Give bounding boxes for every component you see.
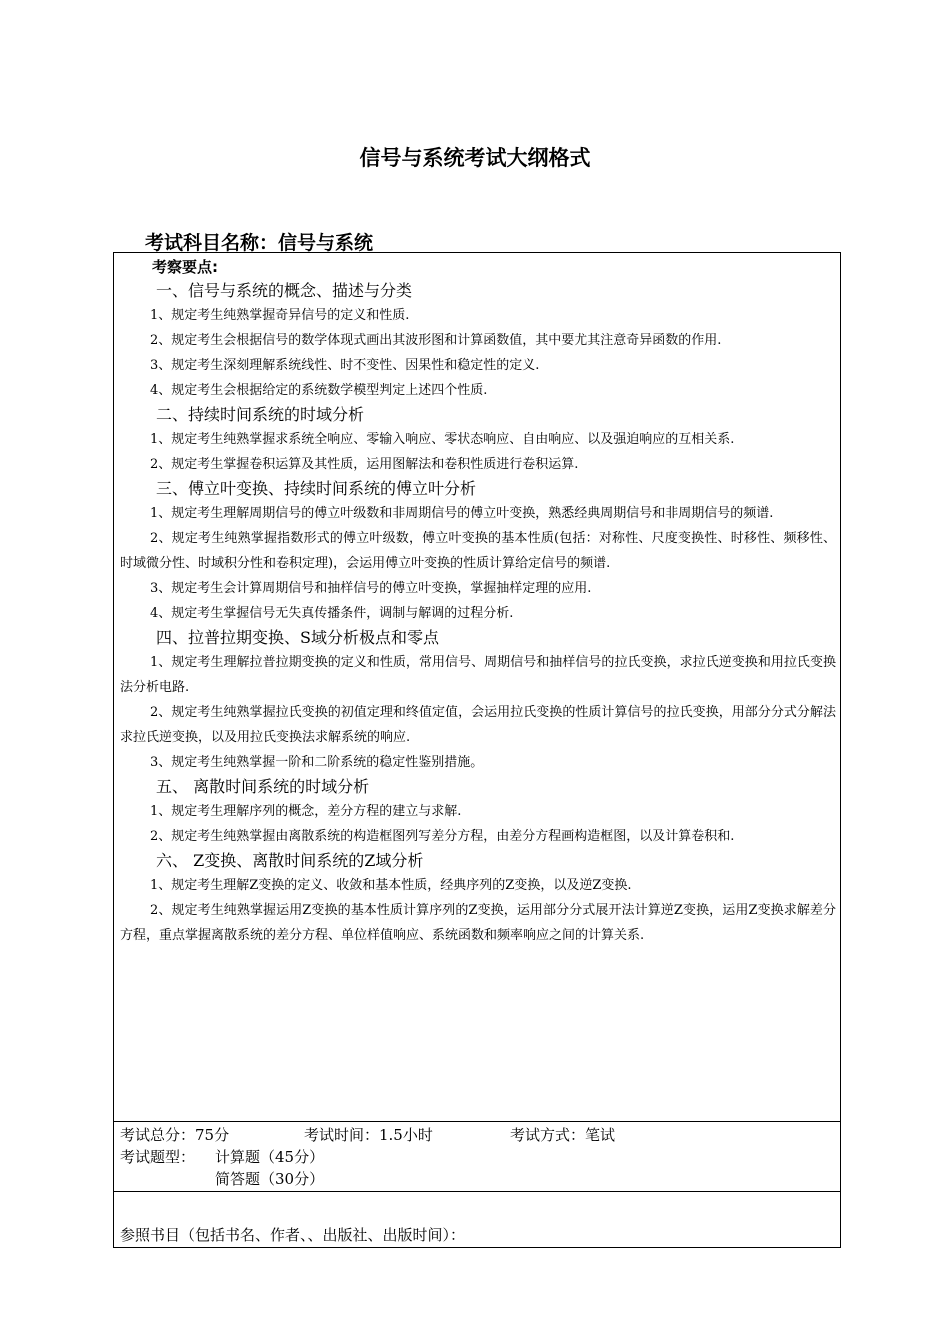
section-heading: 一、信号与系统的概念、描述与分类 <box>156 281 413 300</box>
section-heading: 二、持续时间系统的时域分析 <box>156 405 365 424</box>
subject-name: 考试科目名称：信号与系统 <box>145 232 374 254</box>
section-heading: 六、 Z变换、离散时间系统的Z域分析 <box>156 851 424 870</box>
requirement-item: 4、规定考生掌握信号无失真传播条件，调制与解调的过程分析. <box>150 606 514 621</box>
requirement-item: 2、规定考生会根据信号的数学体现式画出其波形图和计算函数值，其中要尤其注意奇异函数的作用. <box>150 333 722 348</box>
total-score: 考试总分：75分 <box>120 1126 230 1144</box>
section-heading: 四、拉普拉期变换、S域分析极点和零点 <box>156 628 439 647</box>
references-cell <box>114 1191 840 1247</box>
question-type-short: 简答题（30分） <box>215 1170 325 1188</box>
requirement-item: 1、规定考生理解周期信号的傅立叶级数和非周期信号的傅立叶变换，熟悉经典周期信号和非周期信号的频谱. <box>150 506 774 521</box>
requirement-item: 1、规定考生理解序列的概念，差分方程的建立与求解. <box>150 804 462 819</box>
question-types-label: 考试题型： <box>120 1148 196 1166</box>
document-title: 信号与系统考试大纲格式 <box>359 146 591 170</box>
requirement-item: 2、规定考生纯熟掌握运用Z变换的基本性质计算序列的Z变换，运用部分分式展开法计算逆Z变换，运用Z变换求解差分方程，重点掌握离散系统的差分方程、单位样值响应、系统函数和频率响应之间的计算关系. <box>120 903 836 943</box>
requirement-item: 1、规定考生纯熟掌握求系统全响应、零输入响应、零状态响应、自由响应、以及强迫响应的互相关系. <box>150 432 735 447</box>
section-heading: 五、 离散时间系统的时域分析 <box>156 777 370 796</box>
question-type-calc: 计算题（45分） <box>215 1148 325 1166</box>
requirement-item: 3、规定考生纯熟掌握一阶和二阶系统的稳定性鉴别措施。 <box>150 755 484 770</box>
requirement-item: 2、规定考生掌握卷积运算及其性质，运用图解法和卷积性质进行卷积运算. <box>150 457 579 472</box>
requirement-item: 1、规定考生理解拉普拉期变换的定义和性质，常用信号、周期信号和抽样信号的拉氏变换，求拉氏逆变换和用拉氏变换法分析电路. <box>120 655 836 695</box>
exam-method: 考试方式：笔试 <box>510 1126 616 1144</box>
requirement-item: 4、规定考生会根据给定的系统数学模型判定上述四个性质. <box>150 383 488 398</box>
section-heading: 三、傅立叶变换、持续时间系统的傅立叶分析 <box>156 479 477 498</box>
key-points-label: 考察要点: <box>152 258 218 276</box>
exam-info-cell <box>114 1121 840 1192</box>
syllabus-table <box>113 252 841 1248</box>
requirement-item: 3、规定考生会计算周期信号和抽样信号的傅立叶变换，掌握抽样定理的应用. <box>150 581 592 596</box>
requirement-item: 3、规定考生深刻理解系统线性、时不变性、因果性和稳定性的定义. <box>150 358 540 373</box>
requirement-item: 1、规定考生理解Z变换的定义、收敛和基本性质，经典序列的Z变换，以及逆Z变换. <box>150 878 632 893</box>
sections-container <box>120 279 836 948</box>
requirement-item: 2、规定考生纯熟掌握由离散系统的构造框图列写差分方程，由差分方程画构造框图，以及计算卷积和. <box>150 829 735 844</box>
requirement-item: 2、规定考生纯熟掌握拉氏变换的初值定理和终值定值，会运用拉氏变换的性质计算信号的拉氏变换，用部分分式分解法求拉氏逆变换，以及用拉氏变换法求解系统的响应. <box>120 705 836 745</box>
references-text: 参照书目（包括书名、作者、、出版社、出版时间）： <box>120 1226 466 1244</box>
exam-duration: 考试时间：1.5小时 <box>304 1126 433 1144</box>
requirement-item: 2、规定考生纯熟掌握指数形式的傅立叶级数，傅立叶变换的基本性质(包括：对称性、尺度变换性、时移性、频移性、时域微分性、时域积分性和卷积定理)，会运用傅立叶变换的性质计算给定信号的频谱. <box>120 531 836 571</box>
requirement-item: 1、规定考生纯熟掌握奇异信号的定义和性质. <box>150 308 410 323</box>
key-points-cell <box>114 253 840 1122</box>
